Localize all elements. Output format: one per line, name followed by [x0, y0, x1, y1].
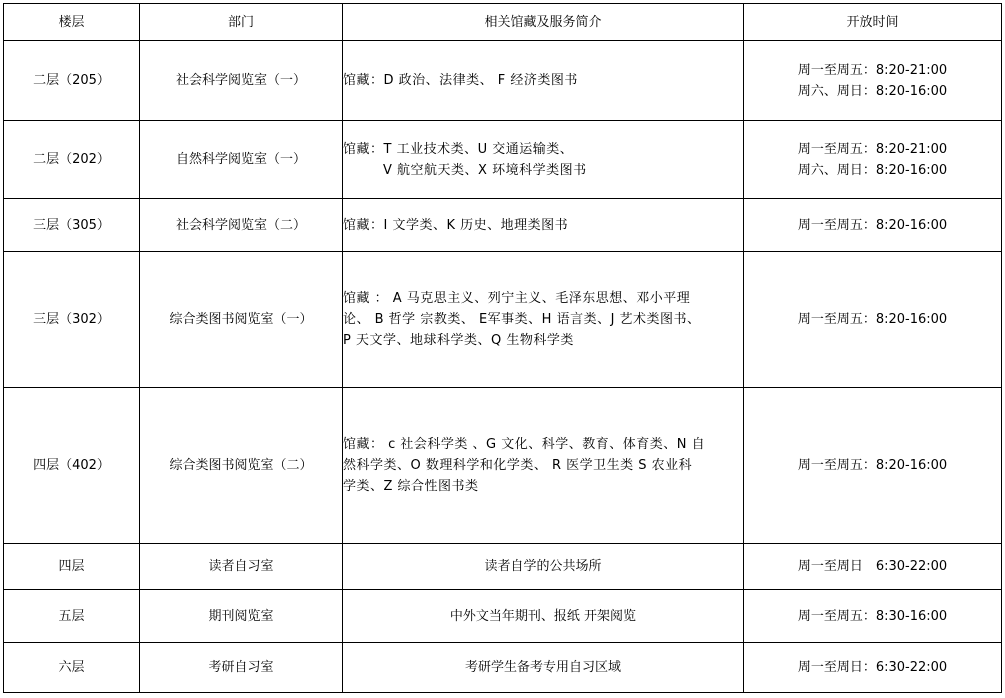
- collection-line: 馆藏：T 工业技术类、U 交通运输类、: [343, 141, 574, 157]
- department-cell: 自然科学阅览室（一）: [140, 121, 343, 199]
- collection-line: 馆藏 ： A 马克思主义、列宁主义、毛泽东思想、邓小平理: [343, 291, 691, 306]
- collection-line: 考研学生备考专用自习区域: [464, 660, 621, 675]
- table-row: [4, 252, 1002, 388]
- table-row: [4, 590, 1002, 643]
- collection-line: 论、 B 哲学 宗教类、 E军事类、H 语言类、J 艺术类图书、: [343, 312, 701, 327]
- table-row: [4, 41, 1002, 121]
- collection-line: 中外文当年期刊、报纸 开架阅览: [449, 608, 637, 624]
- collection-cell: [343, 121, 744, 199]
- collection-line: 馆藏：D 政治、法律类、 F 经济类图书: [343, 73, 578, 88]
- table-row: [4, 121, 1002, 199]
- table-row: [4, 643, 1002, 693]
- floor-cell: 四层（402）: [4, 388, 140, 544]
- table-row: [4, 199, 1002, 252]
- collection-cell: [343, 41, 744, 121]
- department-cell: 综合类图书阅览室（一）: [140, 252, 343, 388]
- hours-line: 周一至周日 6:30-22:00: [797, 559, 948, 574]
- floor-cell: 三层（305）: [4, 199, 140, 252]
- collection-line: 然科学类、O 数理科学和化学类、 R 医学卫生类 S 农业科: [343, 458, 693, 473]
- header-row: [4, 4, 1002, 41]
- hours-cell: [744, 199, 1002, 252]
- collection-cell: [343, 388, 744, 544]
- hours-line: 周六、周日：8:20-16:00: [797, 162, 948, 178]
- hours-line: 周一至周五：8:20-16:00: [797, 458, 948, 473]
- hours-cell: [744, 544, 1002, 590]
- department-cell: 读者自习室: [140, 544, 343, 590]
- hours-cell: [744, 121, 1002, 199]
- department-cell: 社会科学阅览室（二）: [140, 199, 343, 252]
- header-collection: 相关馆藏及服务简介: [343, 4, 744, 41]
- hours-line: 周六、周日：8:20-16:00: [797, 83, 948, 99]
- hours-cell: [744, 590, 1002, 643]
- department-cell: 综合类图书阅览室（二）: [140, 388, 343, 544]
- floor-cell: 四层: [4, 544, 140, 590]
- department-cell: 期刊阅览室: [140, 590, 343, 643]
- collection-cell: [343, 590, 744, 643]
- hours-line: 周一至周五：8:30-16:00: [797, 608, 948, 624]
- hours-line: 周一至周五：8:20-16:00: [797, 312, 948, 327]
- header-hours: 开放时间: [744, 4, 1002, 41]
- hours-cell: [744, 41, 1002, 121]
- hours-cell: [744, 252, 1002, 388]
- library-floor-table: [3, 3, 1002, 693]
- collection-line: P 天文学、地球科学类、Q 生物科学类: [343, 333, 574, 348]
- collection-line: V 航空航天类、X 环境科学类图书: [383, 162, 587, 178]
- department-cell: 考研自习室: [140, 643, 343, 693]
- hours-line: 周一至周五：8:20-21:00: [797, 62, 948, 78]
- hours-line: 周一至周日：6:30-22:00: [797, 660, 948, 675]
- floor-cell: 二层（202）: [4, 121, 140, 199]
- table-row: [4, 388, 1002, 544]
- header-floor: 楼层: [4, 4, 140, 41]
- hours-cell: [744, 388, 1002, 544]
- floor-cell: 六层: [4, 643, 140, 693]
- hours-line: 周一至周五：8:20-21:00: [797, 141, 948, 157]
- department-cell: 社会科学阅览室（一）: [140, 41, 343, 121]
- collection-cell: [343, 199, 744, 252]
- hours-cell: [744, 643, 1002, 693]
- collection-line: 学类、Z 综合性图书类: [343, 479, 479, 494]
- collection-line: 馆藏： c 社会科学类 、G 文化、科学、教育、体育类、N 自: [343, 437, 706, 452]
- table-row: [4, 544, 1002, 590]
- floor-cell: 三层（302）: [4, 252, 140, 388]
- collection-cell: [343, 643, 744, 693]
- collection-line: 读者自学的公共场所: [484, 559, 602, 574]
- collection-cell: [343, 252, 744, 388]
- floor-cell: 五层: [4, 590, 140, 643]
- collection-cell: [343, 544, 744, 590]
- hours-line: 周一至周五：8:20-16:00: [797, 217, 948, 233]
- header-department: 部门: [140, 4, 343, 41]
- collection-line: 馆藏：I 文学类、K 历史、地理类图书: [343, 217, 569, 233]
- floor-cell: 二层（205）: [4, 41, 140, 121]
